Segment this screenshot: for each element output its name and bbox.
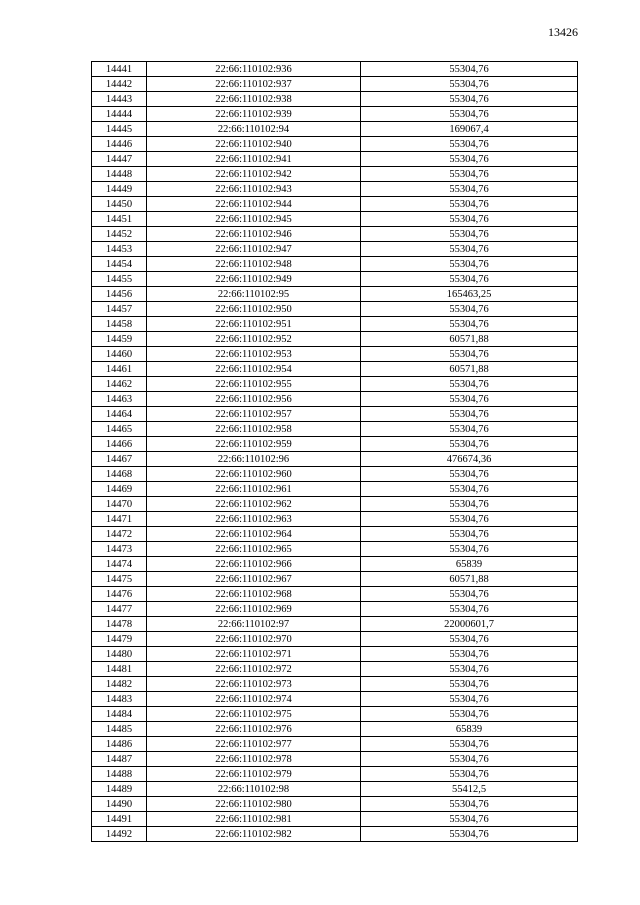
row-number-cell: 14474 bbox=[92, 557, 147, 572]
cadastral-value-cell: 55304,76 bbox=[361, 422, 578, 437]
cadastral-value-table bbox=[91, 61, 578, 842]
table-row bbox=[92, 242, 578, 257]
cadastral-number-cell: 22:66:110102:969 bbox=[147, 602, 361, 617]
cadastral-value-cell: 55304,76 bbox=[361, 692, 578, 707]
cadastral-value-cell: 55304,76 bbox=[361, 527, 578, 542]
row-number-cell: 14461 bbox=[92, 362, 147, 377]
cadastral-value-cell: 55304,76 bbox=[361, 152, 578, 167]
row-number-cell: 14476 bbox=[92, 587, 147, 602]
row-number-cell: 14451 bbox=[92, 212, 147, 227]
row-number-cell: 14449 bbox=[92, 182, 147, 197]
table-row bbox=[92, 662, 578, 677]
table-row bbox=[92, 482, 578, 497]
cadastral-value-cell: 55304,76 bbox=[361, 182, 578, 197]
cadastral-number-cell: 22:66:110102:945 bbox=[147, 212, 361, 227]
row-number-cell: 14491 bbox=[92, 812, 147, 827]
table-row bbox=[92, 452, 578, 467]
table-row bbox=[92, 122, 578, 137]
cadastral-number-cell: 22:66:110102:968 bbox=[147, 587, 361, 602]
cadastral-value-cell: 55304,76 bbox=[361, 407, 578, 422]
cadastral-value-cell: 55304,76 bbox=[361, 827, 578, 842]
cadastral-number-cell: 22:66:110102:950 bbox=[147, 302, 361, 317]
cadastral-value-cell: 55304,76 bbox=[361, 317, 578, 332]
cadastral-number-cell: 22:66:110102:97 bbox=[147, 617, 361, 632]
row-number-cell: 14472 bbox=[92, 527, 147, 542]
row-number-cell: 14447 bbox=[92, 152, 147, 167]
cadastral-number-cell: 22:66:110102:972 bbox=[147, 662, 361, 677]
cadastral-number-cell: 22:66:110102:949 bbox=[147, 272, 361, 287]
row-number-cell: 14454 bbox=[92, 257, 147, 272]
cadastral-number-cell: 22:66:110102:936 bbox=[147, 62, 361, 77]
table-row bbox=[92, 407, 578, 422]
row-number-cell: 14490 bbox=[92, 797, 147, 812]
cadastral-number-cell: 22:66:110102:964 bbox=[147, 527, 361, 542]
cadastral-value-cell: 55304,76 bbox=[361, 752, 578, 767]
cadastral-value-cell: 55304,76 bbox=[361, 62, 578, 77]
table-row bbox=[92, 182, 578, 197]
table-row bbox=[92, 347, 578, 362]
table-row bbox=[92, 332, 578, 347]
cadastral-value-cell: 55304,76 bbox=[361, 707, 578, 722]
table-row bbox=[92, 707, 578, 722]
table-row bbox=[92, 227, 578, 242]
table-row bbox=[92, 542, 578, 557]
table-row bbox=[92, 602, 578, 617]
table-row bbox=[92, 797, 578, 812]
cadastral-value-cell: 55304,76 bbox=[361, 542, 578, 557]
row-number-cell: 14469 bbox=[92, 482, 147, 497]
cadastral-value-cell: 55304,76 bbox=[361, 377, 578, 392]
cadastral-value-cell: 55304,76 bbox=[361, 437, 578, 452]
table-row bbox=[92, 272, 578, 287]
cadastral-number-cell: 22:66:110102:962 bbox=[147, 497, 361, 512]
row-number-cell: 14467 bbox=[92, 452, 147, 467]
row-number-cell: 14441 bbox=[92, 62, 147, 77]
row-number-cell: 14466 bbox=[92, 437, 147, 452]
table-row bbox=[92, 167, 578, 182]
cadastral-value-cell: 65839 bbox=[361, 722, 578, 737]
cadastral-number-cell: 22:66:110102:965 bbox=[147, 542, 361, 557]
row-number-cell: 14488 bbox=[92, 767, 147, 782]
row-number-cell: 14486 bbox=[92, 737, 147, 752]
cadastral-value-cell: 169067,4 bbox=[361, 122, 578, 137]
cadastral-number-cell: 22:66:110102:96 bbox=[147, 452, 361, 467]
row-number-cell: 14445 bbox=[92, 122, 147, 137]
table-row bbox=[92, 527, 578, 542]
cadastral-value-cell: 55304,76 bbox=[361, 302, 578, 317]
table-row bbox=[92, 647, 578, 662]
row-number-cell: 14482 bbox=[92, 677, 147, 692]
cadastral-value-cell: 55304,76 bbox=[361, 632, 578, 647]
table-row bbox=[92, 377, 578, 392]
cadastral-value-cell: 55304,76 bbox=[361, 272, 578, 287]
cadastral-value-cell: 55304,76 bbox=[361, 212, 578, 227]
cadastral-number-cell: 22:66:110102:960 bbox=[147, 467, 361, 482]
row-number-cell: 14468 bbox=[92, 467, 147, 482]
row-number-cell: 14457 bbox=[92, 302, 147, 317]
row-number-cell: 14458 bbox=[92, 317, 147, 332]
cadastral-number-cell: 22:66:110102:959 bbox=[147, 437, 361, 452]
row-number-cell: 14473 bbox=[92, 542, 147, 557]
row-number-cell: 14477 bbox=[92, 602, 147, 617]
table-row bbox=[92, 62, 578, 77]
row-number-cell: 14470 bbox=[92, 497, 147, 512]
table-row bbox=[92, 197, 578, 212]
table-row bbox=[92, 137, 578, 152]
table-row bbox=[92, 752, 578, 767]
cadastral-number-cell: 22:66:110102:957 bbox=[147, 407, 361, 422]
cadastral-number-cell: 22:66:110102:976 bbox=[147, 722, 361, 737]
cadastral-number-cell: 22:66:110102:953 bbox=[147, 347, 361, 362]
row-number-cell: 14479 bbox=[92, 632, 147, 647]
cadastral-number-cell: 22:66:110102:947 bbox=[147, 242, 361, 257]
cadastral-value-cell: 55304,76 bbox=[361, 227, 578, 242]
row-number-cell: 14465 bbox=[92, 422, 147, 437]
table-row bbox=[92, 782, 578, 797]
cadastral-number-cell: 22:66:110102:98 bbox=[147, 782, 361, 797]
table-row bbox=[92, 632, 578, 647]
table-row bbox=[92, 77, 578, 92]
table-row bbox=[92, 392, 578, 407]
row-number-cell: 14456 bbox=[92, 287, 147, 302]
cadastral-number-cell: 22:66:110102:970 bbox=[147, 632, 361, 647]
row-number-cell: 14464 bbox=[92, 407, 147, 422]
table-row bbox=[92, 437, 578, 452]
cadastral-number-cell: 22:66:110102:973 bbox=[147, 677, 361, 692]
cadastral-number-cell: 22:66:110102:95 bbox=[147, 287, 361, 302]
cadastral-number-cell: 22:66:110102:982 bbox=[147, 827, 361, 842]
cadastral-number-cell: 22:66:110102:954 bbox=[147, 362, 361, 377]
cadastral-number-cell: 22:66:110102:978 bbox=[147, 752, 361, 767]
cadastral-value-cell: 55304,76 bbox=[361, 137, 578, 152]
table-row bbox=[92, 107, 578, 122]
row-number-cell: 14487 bbox=[92, 752, 147, 767]
cadastral-value-cell: 55304,76 bbox=[361, 392, 578, 407]
table-row bbox=[92, 617, 578, 632]
cadastral-number-cell: 22:66:110102:940 bbox=[147, 137, 361, 152]
cadastral-value-cell: 55304,76 bbox=[361, 797, 578, 812]
cadastral-number-cell: 22:66:110102:974 bbox=[147, 692, 361, 707]
cadastral-number-cell: 22:66:110102:948 bbox=[147, 257, 361, 272]
table-row bbox=[92, 812, 578, 827]
page-number: 13426 bbox=[548, 25, 578, 39]
cadastral-value-cell: 65839 bbox=[361, 557, 578, 572]
cadastral-number-cell: 22:66:110102:946 bbox=[147, 227, 361, 242]
cadastral-number-cell: 22:66:110102:941 bbox=[147, 152, 361, 167]
table-row bbox=[92, 587, 578, 602]
cadastral-value-cell: 55304,76 bbox=[361, 92, 578, 107]
table-row bbox=[92, 572, 578, 587]
cadastral-number-cell: 22:66:110102:958 bbox=[147, 422, 361, 437]
table-row bbox=[92, 257, 578, 272]
cadastral-value-cell: 55304,76 bbox=[361, 167, 578, 182]
row-number-cell: 14442 bbox=[92, 77, 147, 92]
cadastral-number-cell: 22:66:110102:944 bbox=[147, 197, 361, 212]
table-body bbox=[92, 62, 578, 842]
cadastral-number-cell: 22:66:110102:955 bbox=[147, 377, 361, 392]
cadastral-value-cell: 55304,76 bbox=[361, 662, 578, 677]
cadastral-value-cell: 55304,76 bbox=[361, 242, 578, 257]
row-number-cell: 14455 bbox=[92, 272, 147, 287]
row-number-cell: 14452 bbox=[92, 227, 147, 242]
cadastral-number-cell: 22:66:110102:963 bbox=[147, 512, 361, 527]
cadastral-value-cell: 55304,76 bbox=[361, 602, 578, 617]
cadastral-value-cell: 55412,5 bbox=[361, 782, 578, 797]
cadastral-number-cell: 22:66:110102:961 bbox=[147, 482, 361, 497]
cadastral-number-cell: 22:66:110102:951 bbox=[147, 317, 361, 332]
cadastral-number-cell: 22:66:110102:939 bbox=[147, 107, 361, 122]
cadastral-number-cell: 22:66:110102:981 bbox=[147, 812, 361, 827]
table-row bbox=[92, 212, 578, 227]
row-number-cell: 14478 bbox=[92, 617, 147, 632]
row-number-cell: 14463 bbox=[92, 392, 147, 407]
row-number-cell: 14485 bbox=[92, 722, 147, 737]
table-row bbox=[92, 557, 578, 572]
row-number-cell: 14471 bbox=[92, 512, 147, 527]
cadastral-number-cell: 22:66:110102:952 bbox=[147, 332, 361, 347]
cadastral-number-cell: 22:66:110102:966 bbox=[147, 557, 361, 572]
cadastral-number-cell: 22:66:110102:980 bbox=[147, 797, 361, 812]
table-row bbox=[92, 362, 578, 377]
cadastral-value-cell: 55304,76 bbox=[361, 347, 578, 362]
cadastral-value-cell: 55304,76 bbox=[361, 467, 578, 482]
table-row bbox=[92, 287, 578, 302]
row-number-cell: 14450 bbox=[92, 197, 147, 212]
cadastral-number-cell: 22:66:110102:967 bbox=[147, 572, 361, 587]
cadastral-value-cell: 55304,76 bbox=[361, 77, 578, 92]
cadastral-value-cell: 55304,76 bbox=[361, 257, 578, 272]
cadastral-value-cell: 60571,88 bbox=[361, 362, 578, 377]
table-row bbox=[92, 512, 578, 527]
cadastral-number-cell: 22:66:110102:942 bbox=[147, 167, 361, 182]
table-row bbox=[92, 317, 578, 332]
row-number-cell: 14448 bbox=[92, 167, 147, 182]
cadastral-value-cell: 60571,88 bbox=[361, 332, 578, 347]
row-number-cell: 14480 bbox=[92, 647, 147, 662]
row-number-cell: 14489 bbox=[92, 782, 147, 797]
cadastral-value-cell: 55304,76 bbox=[361, 677, 578, 692]
cadastral-value-cell: 55304,76 bbox=[361, 737, 578, 752]
cadastral-number-cell: 22:66:110102:971 bbox=[147, 647, 361, 662]
row-number-cell: 14483 bbox=[92, 692, 147, 707]
row-number-cell: 14484 bbox=[92, 707, 147, 722]
row-number-cell: 14444 bbox=[92, 107, 147, 122]
cadastral-number-cell: 22:66:110102:943 bbox=[147, 182, 361, 197]
row-number-cell: 14460 bbox=[92, 347, 147, 362]
cadastral-value-cell: 22000601,7 bbox=[361, 617, 578, 632]
cadastral-number-cell: 22:66:110102:937 bbox=[147, 77, 361, 92]
table-row bbox=[92, 677, 578, 692]
cadastral-value-cell: 165463,25 bbox=[361, 287, 578, 302]
cadastral-value-cell: 55304,76 bbox=[361, 767, 578, 782]
table-row bbox=[92, 467, 578, 482]
table-row bbox=[92, 722, 578, 737]
row-number-cell: 14443 bbox=[92, 92, 147, 107]
cadastral-number-cell: 22:66:110102:94 bbox=[147, 122, 361, 137]
cadastral-number-cell: 22:66:110102:938 bbox=[147, 92, 361, 107]
cadastral-number-cell: 22:66:110102:975 bbox=[147, 707, 361, 722]
row-number-cell: 14475 bbox=[92, 572, 147, 587]
row-number-cell: 14459 bbox=[92, 332, 147, 347]
table-row bbox=[92, 692, 578, 707]
table-row bbox=[92, 827, 578, 842]
table-row bbox=[92, 92, 578, 107]
cadastral-number-cell: 22:66:110102:979 bbox=[147, 767, 361, 782]
cadastral-value-cell: 55304,76 bbox=[361, 197, 578, 212]
table-row bbox=[92, 152, 578, 167]
row-number-cell: 14446 bbox=[92, 137, 147, 152]
cadastral-value-cell: 55304,76 bbox=[361, 482, 578, 497]
row-number-cell: 14492 bbox=[92, 827, 147, 842]
table-row bbox=[92, 422, 578, 437]
cadastral-value-cell: 55304,76 bbox=[361, 512, 578, 527]
cadastral-number-cell: 22:66:110102:956 bbox=[147, 392, 361, 407]
table-row bbox=[92, 767, 578, 782]
row-number-cell: 14453 bbox=[92, 242, 147, 257]
cadastral-value-cell: 55304,76 bbox=[361, 812, 578, 827]
row-number-cell: 14462 bbox=[92, 377, 147, 392]
cadastral-value-cell: 55304,76 bbox=[361, 497, 578, 512]
cadastral-value-cell: 476674,36 bbox=[361, 452, 578, 467]
cadastral-number-cell: 22:66:110102:977 bbox=[147, 737, 361, 752]
cadastral-value-cell: 55304,76 bbox=[361, 587, 578, 602]
table-row bbox=[92, 302, 578, 317]
table-row bbox=[92, 497, 578, 512]
table-row bbox=[92, 737, 578, 752]
cadastral-value-cell: 55304,76 bbox=[361, 107, 578, 122]
cadastral-value-cell: 55304,76 bbox=[361, 647, 578, 662]
cadastral-value-cell: 60571,88 bbox=[361, 572, 578, 587]
row-number-cell: 14481 bbox=[92, 662, 147, 677]
